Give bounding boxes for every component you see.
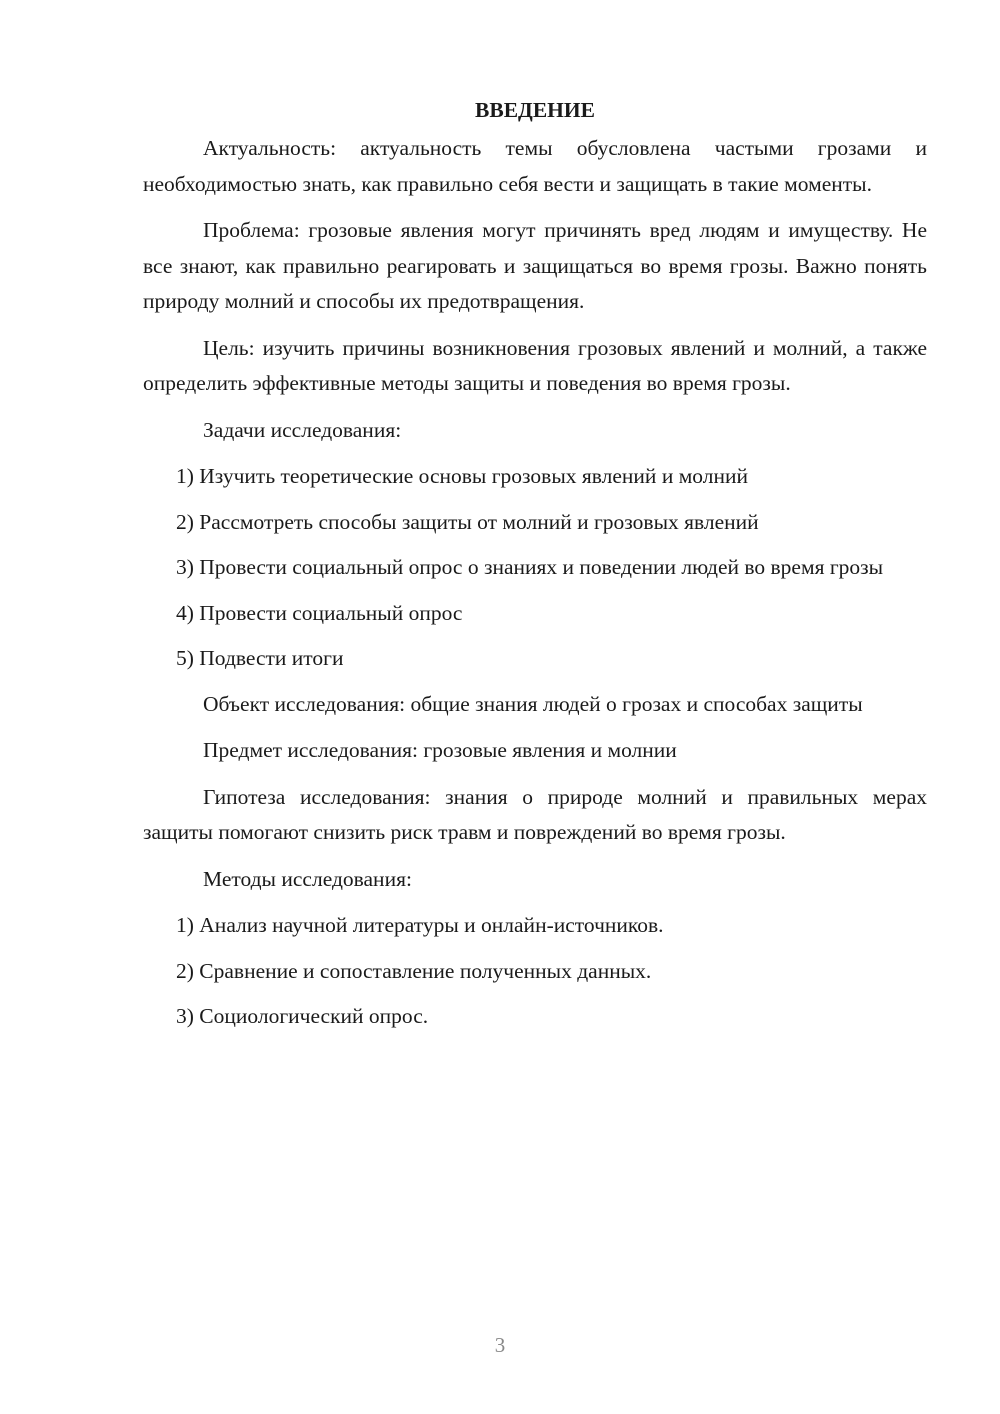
methods-heading: Методы исследования: [203, 866, 412, 891]
hypothesis-paragraph: Гипотеза исследования: знания о природе молний и правильных мерах защиты помогают снизить риск травм и повреждений во время грозы. [143, 784, 927, 844]
method-item: 2) Сравнение и сопоставление полученных данных. [176, 958, 652, 983]
task-item: 3) Провести социальный опрос о знаниях и поведении людей во время грозы [176, 555, 884, 579]
relevance-paragraph: Актуальность: актуальность темы обусловлена частыми грозами и необходимостью знать, как правильно себя вести и защищать в такие моменты. [143, 136, 927, 196]
page-number: 3 [494, 1333, 506, 1357]
subject-paragraph: Предмет исследования: грозовые явления и молнии [203, 738, 677, 762]
page-title: ВВЕДЕНИЕ [475, 98, 595, 122]
object-paragraph: Объект исследования: общие знания людей о грозах и способах защиты [203, 691, 863, 716]
task-item: 2) Рассмотреть способы защиты от молний и грозовых явлений [176, 509, 759, 534]
page-content [143, 95, 927, 1045]
task-item: 5) Подвести итоги [176, 646, 344, 670]
problem-paragraph: Проблема: грозовые явления могут причинять вред людям и имуществу. Не все знают, как правильно реагировать и защищаться во время грозы. Важно понять природу молний и способы их предотвращения. [143, 218, 927, 313]
method-item: 1) Анализ научной литературы и онлайн-источников. [176, 913, 664, 937]
tasks-heading: Задачи исследования: [203, 417, 402, 442]
task-item: 1) Изучить теоретические основы грозовых явлений и молний [176, 464, 749, 488]
goal-paragraph: Цель: изучить причины возникновения грозовых явлений и молний, а также определить эффективные методы защиты и поведения во время грозы. [143, 335, 927, 395]
method-item: 3) Социологический опрос. [176, 1004, 429, 1028]
task-item: 4) Провести социальный опрос [176, 600, 463, 625]
